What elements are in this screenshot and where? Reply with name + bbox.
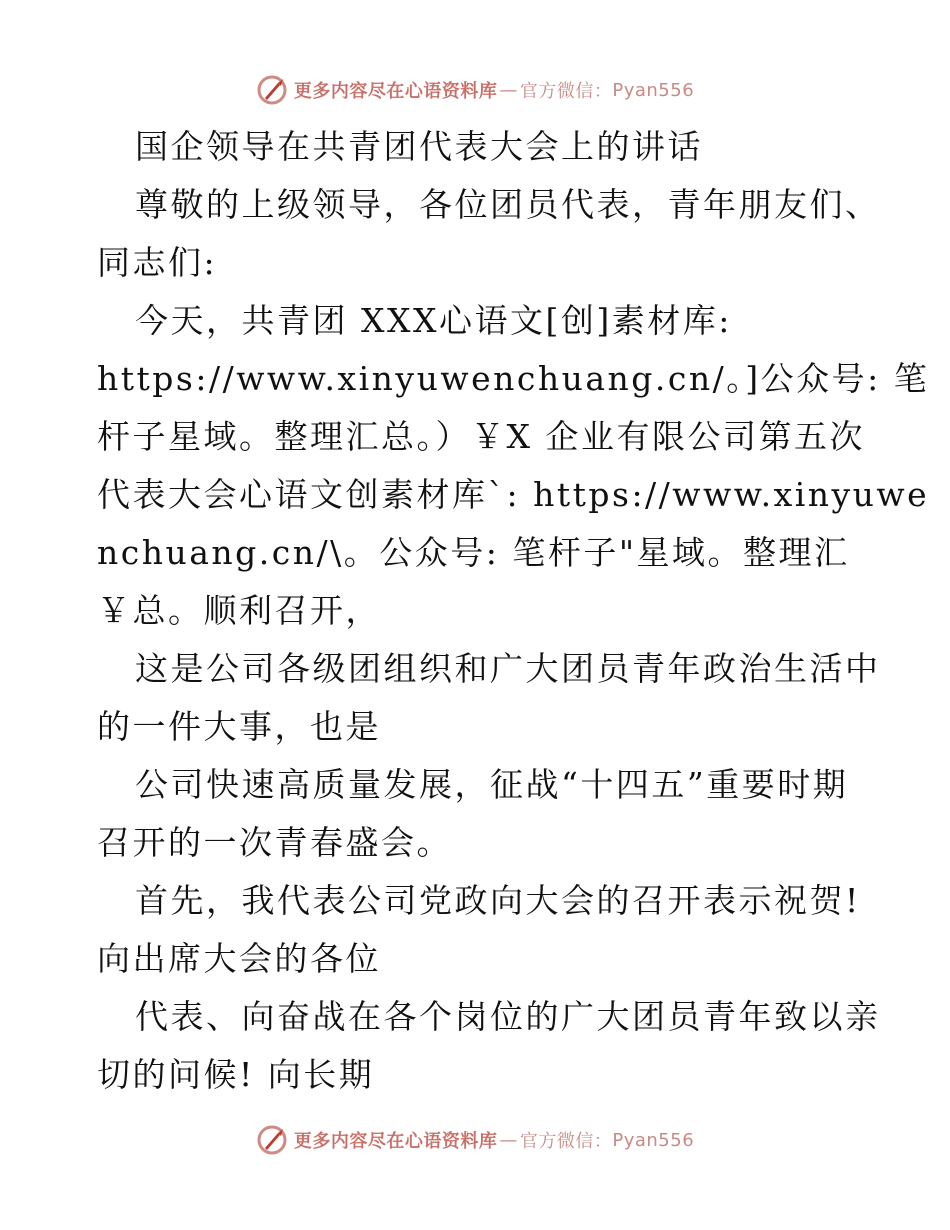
text-line: https://www.xinyuwenchuang.cn/。]公众号: 笔 [97,359,930,398]
quill-logo-icon [256,1124,288,1156]
text-line: 代表、向奋战在各个岗位的广大团员青年致以亲 [135,997,881,1036]
text-line: ￥总。顺利召开， [97,591,381,630]
document-title: 国企领导在共青团代表大会上的讲话 [135,127,703,166]
footer-banner [0,1120,950,1160]
text-line: 这是公司各级团组织和广大团员青年政治生活中 [135,649,881,688]
footer-dash: — [499,1129,518,1151]
text-line: 召开的一次青春盛会。 [97,823,452,862]
footer-site-name: 更多内容尽在心语资料库 [293,1131,498,1152]
text-line: 同志们: [97,243,218,282]
text-line: 的一件大事，也是 [97,707,381,746]
text-line: nchuang.cn/\。公众号: 笔杆子"星域。整理汇 [97,533,850,572]
header-site-name: 更多内容尽在心语资料库 [293,81,498,102]
footer-wechat-label: 官方微信： [519,1131,613,1152]
quill-logo-icon [256,74,288,106]
text-line: 今天，共青团 XXX心语文[创]素材库: [135,301,732,340]
footer-wechat-id: Pyan556 [612,1129,695,1151]
text-line: 代表大会心语文创素材库`: https://www.xinyuwe [97,475,930,514]
text-line: 首先，我代表公司党政向大会的召开表示祝贺! [135,881,861,920]
text-line: 向出席大会的各位 [97,939,381,978]
header-banner [0,70,950,110]
header-wechat-label: 官方微信： [519,81,613,102]
text-line: 公司快速高质量发展，征战“十四五”重要时期 [135,765,849,804]
text-line: 切的问候! 向长期 [97,1055,375,1094]
text-line: 杆子星域。整理汇总。）￥X 企业有限公司第五次 [97,417,865,456]
header-wechat-id: Pyan556 [612,79,695,101]
text-line: 尊敬的上级领导，各位团员代表，青年朋友们、 [135,185,881,224]
document-body [97,118,930,1104]
header-dash: — [499,79,518,101]
